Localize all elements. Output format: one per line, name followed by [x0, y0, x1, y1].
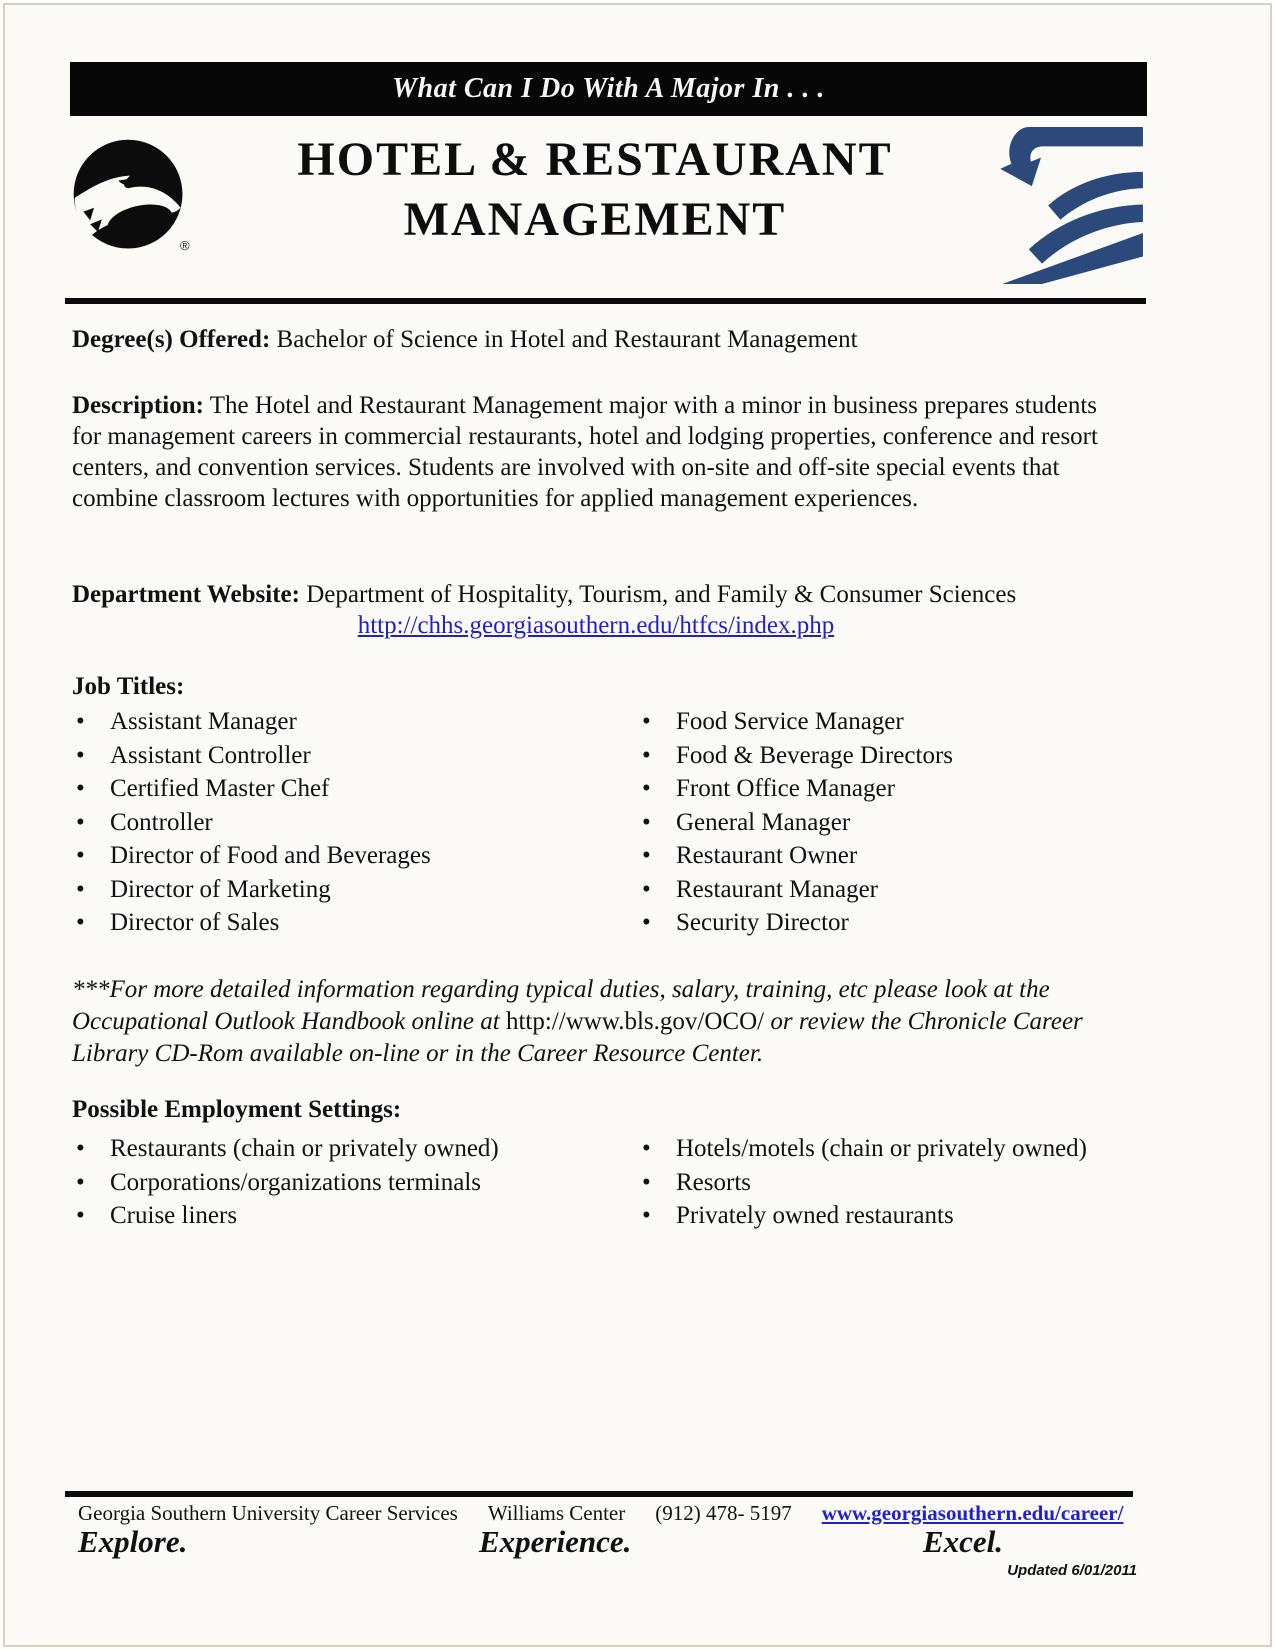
list-item: • General Manager	[638, 806, 1198, 840]
arch-icon	[988, 120, 1146, 290]
list-item: • Resorts	[638, 1166, 1218, 1200]
degrees-offered	[72, 324, 1120, 355]
list-item: • Controller	[72, 806, 612, 840]
department-website-link[interactable]: http://chhs.georgiasouthern.edu/htfcs/index.php	[357, 612, 835, 639]
description-value: The Hotel and Restaurant Management major with a minor in business prepares students for management careers in commercial restaurants, hotel and lodging properties, conference and resort centers, and convention services. Students are involved with on-site and off-site special events that combine classroom lectures with opportunities for applied management experiences.	[72, 392, 1098, 512]
employment-right-column	[638, 1132, 1218, 1233]
footer-divider	[65, 1491, 1133, 1497]
university-arch-logo-icon	[988, 120, 1146, 290]
list-item: • Assistant Controller	[72, 739, 612, 773]
footer-taglines	[78, 1524, 1003, 1560]
banner-title: What Can I Do With A Major In . . .	[392, 73, 825, 104]
employment-left-column	[72, 1132, 612, 1233]
tagline-excel: Excel.	[922, 1524, 1003, 1559]
footer-building: Williams Center	[487, 1501, 626, 1525]
website-label: Department Website:	[72, 581, 300, 608]
list-item: • Director of Marketing	[72, 873, 612, 907]
list-item: • Food & Beverage Directors	[638, 739, 1198, 773]
eagle-icon	[62, 130, 198, 266]
list-item: • Restaurants (chain or privately owned)	[72, 1132, 612, 1166]
tagline-experience: Experience.	[478, 1524, 632, 1559]
list-item: • Director of Sales	[72, 906, 612, 940]
registered-mark: ®	[180, 238, 190, 253]
degrees-value: Bachelor of Science in Hotel and Restaurant Management	[270, 326, 858, 353]
list-item: • Director of Food and Beverages	[72, 839, 612, 873]
info-note	[72, 974, 1120, 1070]
footer-phone: (912) 478- 5197	[655, 1501, 792, 1525]
note-text-after: or review the Chronicle Career Library CD-Rom available on-line or in the Career Resource Center.	[72, 1008, 1083, 1067]
title-line-1: HOTEL & RESTAURANT	[297, 133, 893, 186]
title-line-2: MANAGEMENT	[403, 193, 787, 246]
list-item: • Hotels/motels (chain or privately owned)	[638, 1132, 1218, 1166]
list-item: • Cruise liners	[72, 1199, 612, 1233]
description	[72, 390, 1120, 514]
tagline-explore: Explore.	[78, 1524, 188, 1559]
list-item: • Restaurant Manager	[638, 873, 1198, 907]
job-titles-right-column	[638, 705, 1198, 940]
website-value: Department of Hospitality, Tourism, and Family & Consumer Sciences	[299, 581, 1017, 608]
list-item: • Security Director	[638, 906, 1198, 940]
list-item: • Food Service Manager	[638, 705, 1198, 739]
note-text-before: ***For more detailed information regarding typical duties, salary, training, etc please look at the Occupational Outlook Handbook online at	[72, 976, 1050, 1035]
footer-contact-line	[78, 1501, 1138, 1526]
note-url: http://www.bls.gov/OCO/	[505, 1008, 765, 1035]
updated-date: Updated 6/01/2011	[1007, 1562, 1137, 1579]
list-item: • Restaurant Owner	[638, 839, 1198, 873]
department-website	[72, 579, 1120, 610]
list-item: • Privately owned restaurants	[638, 1199, 1218, 1233]
career-services-link[interactable]: www.georgiasouthern.edu/career/	[821, 1501, 1124, 1525]
list-item: • Front Office Manager	[638, 772, 1198, 806]
job-titles-left-column	[72, 705, 612, 940]
footer-org: Georgia Southern University Career Services	[78, 1501, 458, 1525]
description-label: Description:	[72, 392, 204, 419]
banner	[70, 62, 1147, 116]
eagle-logo-icon	[62, 130, 198, 266]
website-link-row	[72, 612, 1120, 640]
page-title	[225, 130, 965, 250]
list-item: • Assistant Manager	[72, 705, 612, 739]
list-item: • Corporations/organizations terminals	[72, 1166, 612, 1200]
header-divider	[65, 298, 1146, 304]
list-item: • Certified Master Chef	[72, 772, 612, 806]
degrees-label: Degree(s) Offered:	[72, 326, 271, 353]
job-titles-heading: Job Titles:	[72, 673, 185, 700]
employment-settings-heading: Possible Employment Settings:	[72, 1096, 402, 1123]
